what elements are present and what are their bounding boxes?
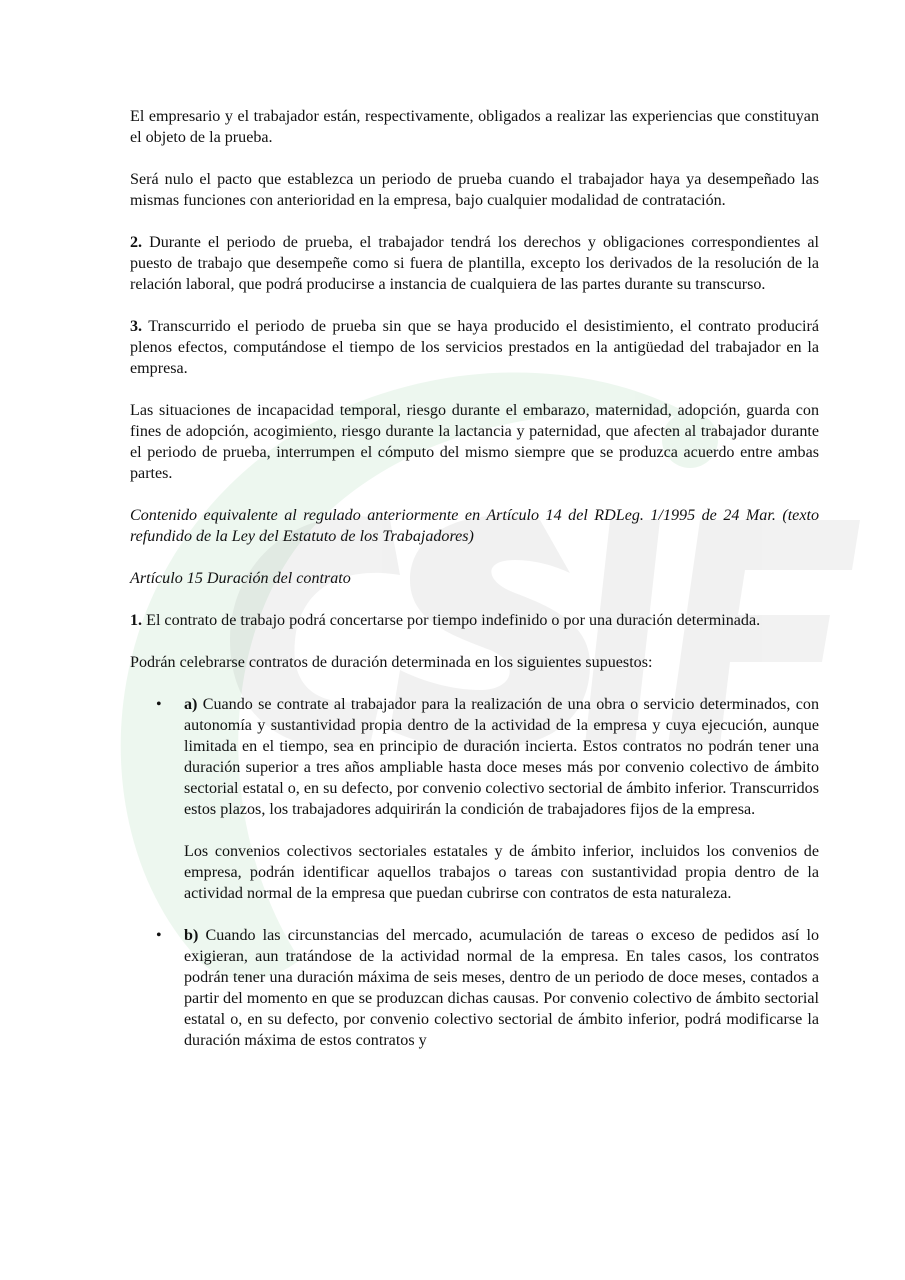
paragraph-obligations: El empresario y el trabajador están, respectivamente, obligados a realizar las experiencias que constituyan el objeto de la prueba. [130,108,819,146]
article-heading: Artículo 15 Duración del contrato [130,570,351,587]
paragraph-text: Durante el periodo de prueba, el trabajador tendrá los derechos y obligaciones correspondientes al puesto de trabajo que desempeñe como si fuera de plantilla, excepto los derivados de la resolución de la relación laboral, que podrá producirse a instancia de cualquiera de las partes durante su transcurso. [130,234,819,293]
list-item-b [130,925,819,1051]
paragraph-3 [130,316,819,379]
paragraph-incapacity: Las situaciones de incapacidad temporal, riesgo durante el embarazo, maternidad, adopción, guarda con fines de adopción, acogimiento, riesgo durante la lactancia y paternidad, que afecten al trabajador durante el periodo de prueba, interrumpen el cómputo del mismo siempre que se produzca acuerdo entre ambas partes. [130,402,819,482]
paragraph-number: 1. [130,612,143,629]
paragraph-cases-intro: Podrán celebrarse contratos de duración determinada en los siguientes supuestos: [130,654,653,671]
paragraph-number: 2. [130,234,143,251]
paragraph-text: El contrato de trabajo podrá concertarse por tiempo indefinido o por una duración determinada. [146,612,761,629]
document-page [130,106,819,1072]
list-item-body: Cuando se contrate al trabajador para la realización de una obra o servicio determinados, con autonomía y sustantividad propia dentro de la actividad de la empresa y cuya ejecución, aunque limitada en el tiempo, sea en principio de duración incierta. Estos contratos no podrán tener una duración superior a tres años ampliable hasta doce meses más por convenio colectivo de ámbito sectorial estatal o, en su defecto, por convenio colectivo sectorial de ámbito inferior. Transcurridos estos plazos, los trabajadores adquirirán la condición de trabajadores fijos de la empresa. [184,696,819,818]
list-item-body: Cuando las circunstancias del mercado, acumulación de tareas o exceso de pedidos así lo exigieran, aun tratándose de la actividad normal de la empresa. En tales casos, los contratos podrán tener una duración máxima de seis meses, dentro de un periodo de doce meses, contados a partir del momento en que se produzcan dichas causas. Por convenio colectivo de ámbito sectorial estatal o, en su defecto, por convenio colectivo sectorial de ámbito inferior, podrá modificarse la duración máxima de estos contratos y [184,927,819,1049]
paragraph-equivalent-content: Contenido equivalente al regulado anteriormente en Artículo 14 del RDLeg. 1/1995 de 24 Mar. (texto refundido de la Ley del Estatuto de los Trabajadores) [130,507,819,545]
list-item-label: b) [184,927,199,944]
paragraph-2 [130,232,819,295]
paragraph-article-15-1 [130,610,819,631]
list-item-text [184,925,819,1051]
bullet-icon: • [156,927,162,944]
paragraph-text: Transcurrido el periodo de prueba sin que se haya producido el desistimiento, el contrato producirá plenos efectos, computándose el tiempo de los servicios prestados en la antigüedad del trabajador en la empresa. [130,318,819,377]
list-item-label: a) [184,696,198,713]
list-item-text [184,694,819,820]
paragraph-number: 3. [130,318,143,335]
paragraph-null-pact: Será nulo el pacto que establezca un periodo de prueba cuando el trabajador haya ya desempeñado las mismas funciones con anterioridad en la empresa, bajo cualquier modalidad de contratación. [130,171,819,209]
list-item-a [130,694,819,904]
list-item-extra: Los convenios colectivos sectoriales estatales y de ámbito inferior, incluidos los convenios de empresa, podrán identificar aquellos trabajos o tareas con sustantividad propia dentro de la actividad normal de la empresa que puedan cubrirse con contratos de esta naturaleza. [184,843,819,902]
cases-list [130,694,819,1051]
bullet-icon: • [156,696,162,713]
